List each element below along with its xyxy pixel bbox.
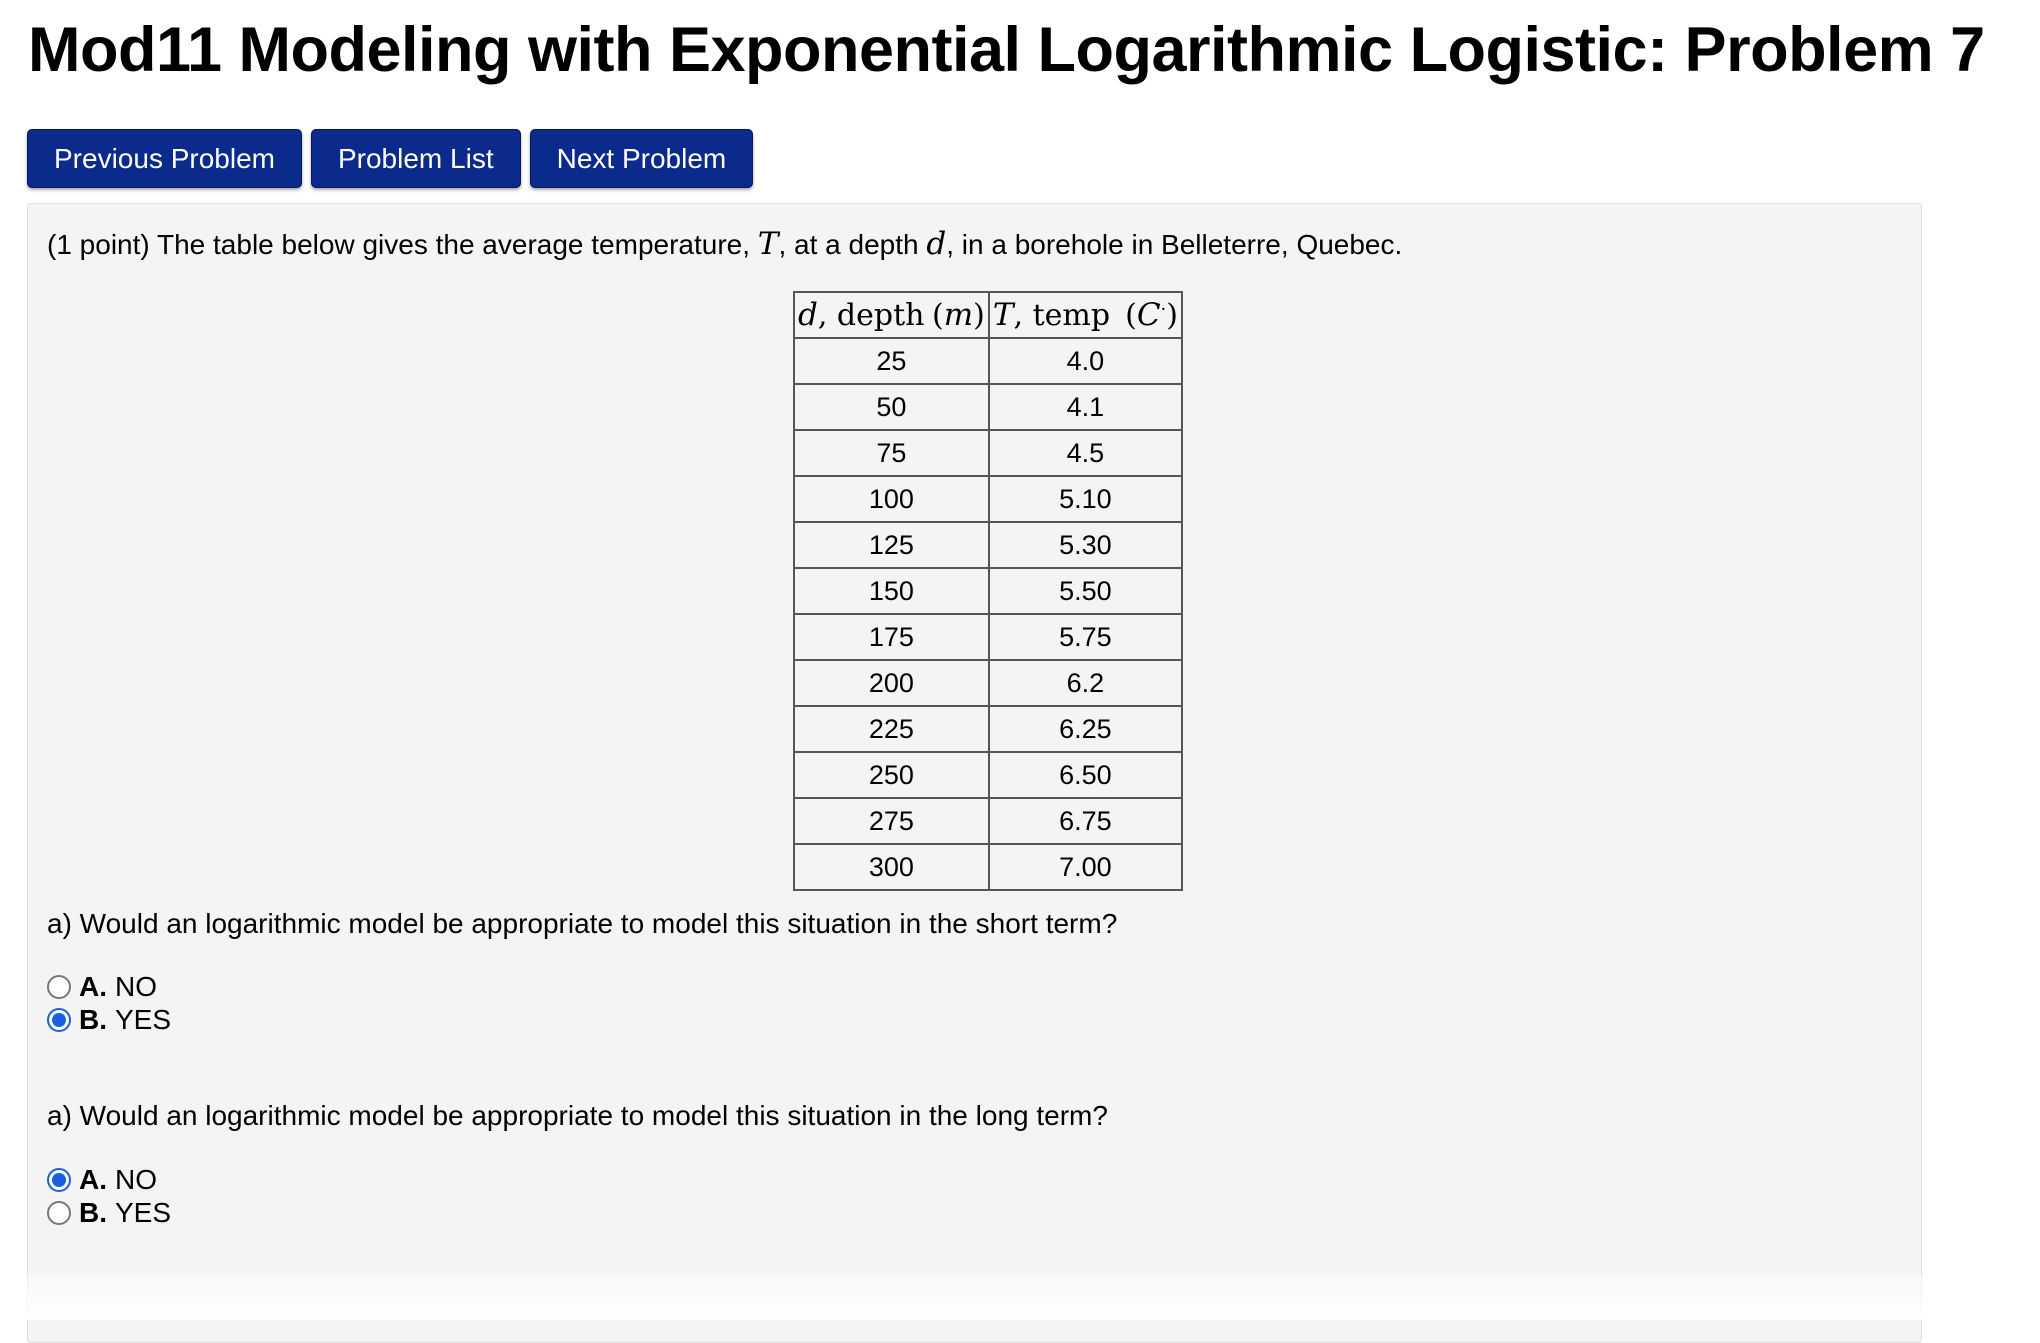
depth-cell: 300 bbox=[794, 844, 989, 890]
choice-long-term-no[interactable] bbox=[47, 1164, 157, 1196]
temp-cell: 6.50 bbox=[989, 752, 1182, 798]
temp-cell: 5.10 bbox=[989, 476, 1182, 522]
column-header-depth: d, depth (m) bbox=[794, 292, 989, 338]
choice-long-term-yes[interactable] bbox=[47, 1197, 171, 1229]
table-header-row bbox=[794, 292, 1182, 338]
choice-letter: B. bbox=[79, 1004, 107, 1035]
choice-letter: A. bbox=[79, 971, 107, 1002]
depth-cell: 225 bbox=[794, 706, 989, 752]
depth-cell: 200 bbox=[794, 660, 989, 706]
choice-label: YES bbox=[115, 1004, 172, 1035]
temp-cell: 5.75 bbox=[989, 614, 1182, 660]
table-row bbox=[794, 752, 1182, 798]
radio-long-term-no[interactable] bbox=[47, 1168, 71, 1192]
next-problem-button[interactable]: Next Problem bbox=[530, 129, 754, 188]
table-row bbox=[794, 614, 1182, 660]
statement-prefix: (1 point) The table below gives the average temperature, bbox=[47, 229, 751, 260]
problem-list-button[interactable]: Problem List bbox=[311, 129, 521, 188]
question-long-term: a) Would an logarithmic model be appropriate to model this situation in the long term? bbox=[47, 1100, 1108, 1131]
problem-body bbox=[27, 203, 1922, 1343]
problem-statement bbox=[47, 226, 1402, 262]
table-row bbox=[794, 384, 1182, 430]
table-row bbox=[794, 568, 1182, 614]
table-row bbox=[794, 706, 1182, 752]
bottom-fade bbox=[0, 1275, 2040, 1320]
temp-cell: 5.50 bbox=[989, 568, 1182, 614]
table-row bbox=[794, 476, 1182, 522]
temp-cell: 6.2 bbox=[989, 660, 1182, 706]
problem-navigation bbox=[27, 129, 753, 188]
radio-short-term-yes[interactable] bbox=[47, 1008, 71, 1032]
depth-cell: 75 bbox=[794, 430, 989, 476]
choice-label: NO bbox=[115, 971, 157, 1002]
radio-short-term-no[interactable] bbox=[47, 975, 71, 999]
table-row bbox=[794, 522, 1182, 568]
temp-cell: 5.30 bbox=[989, 522, 1182, 568]
question-short-term: a) Would an logarithmic model be appropriate to model this situation in the short term? bbox=[47, 908, 1118, 939]
choice-letter: A. bbox=[79, 1164, 107, 1195]
depth-cell: 50 bbox=[794, 384, 989, 430]
temp-cell: 4.1 bbox=[989, 384, 1182, 430]
statement-suffix: , in a borehole in Belleterre, Quebec. bbox=[946, 229, 1403, 260]
page-title: Mod11 Modeling with Exponential Logarithmic Logistic: Problem 7 bbox=[28, 15, 1985, 85]
temp-cell: 4.0 bbox=[989, 338, 1182, 384]
statement-middle: , at a depth bbox=[778, 229, 919, 260]
choice-short-term-no[interactable] bbox=[47, 971, 157, 1003]
temperature-depth-table bbox=[793, 291, 1183, 891]
temp-cell: 6.75 bbox=[989, 798, 1182, 844]
radio-long-term-yes[interactable] bbox=[47, 1201, 71, 1225]
depth-cell: 25 bbox=[794, 338, 989, 384]
depth-cell: 275 bbox=[794, 798, 989, 844]
variable-d: d bbox=[926, 226, 947, 262]
temp-cell: 6.25 bbox=[989, 706, 1182, 752]
variable-t: T bbox=[757, 226, 779, 262]
depth-cell: 150 bbox=[794, 568, 989, 614]
previous-problem-button[interactable]: Previous Problem bbox=[27, 129, 302, 188]
depth-cell: 175 bbox=[794, 614, 989, 660]
choice-short-term-yes[interactable] bbox=[47, 1004, 171, 1036]
table-row bbox=[794, 798, 1182, 844]
table-row bbox=[794, 338, 1182, 384]
temp-cell: 7.00 bbox=[989, 844, 1182, 890]
depth-cell: 250 bbox=[794, 752, 989, 798]
table-row bbox=[794, 844, 1182, 890]
column-header-temp: T, temp (C·) bbox=[989, 292, 1182, 338]
choice-letter: B. bbox=[79, 1197, 107, 1228]
depth-cell: 125 bbox=[794, 522, 989, 568]
choice-label: YES bbox=[115, 1197, 172, 1228]
temp-cell: 4.5 bbox=[989, 430, 1182, 476]
table-row bbox=[794, 430, 1182, 476]
choice-label: NO bbox=[115, 1164, 157, 1195]
table-row bbox=[794, 660, 1182, 706]
depth-cell: 100 bbox=[794, 476, 989, 522]
